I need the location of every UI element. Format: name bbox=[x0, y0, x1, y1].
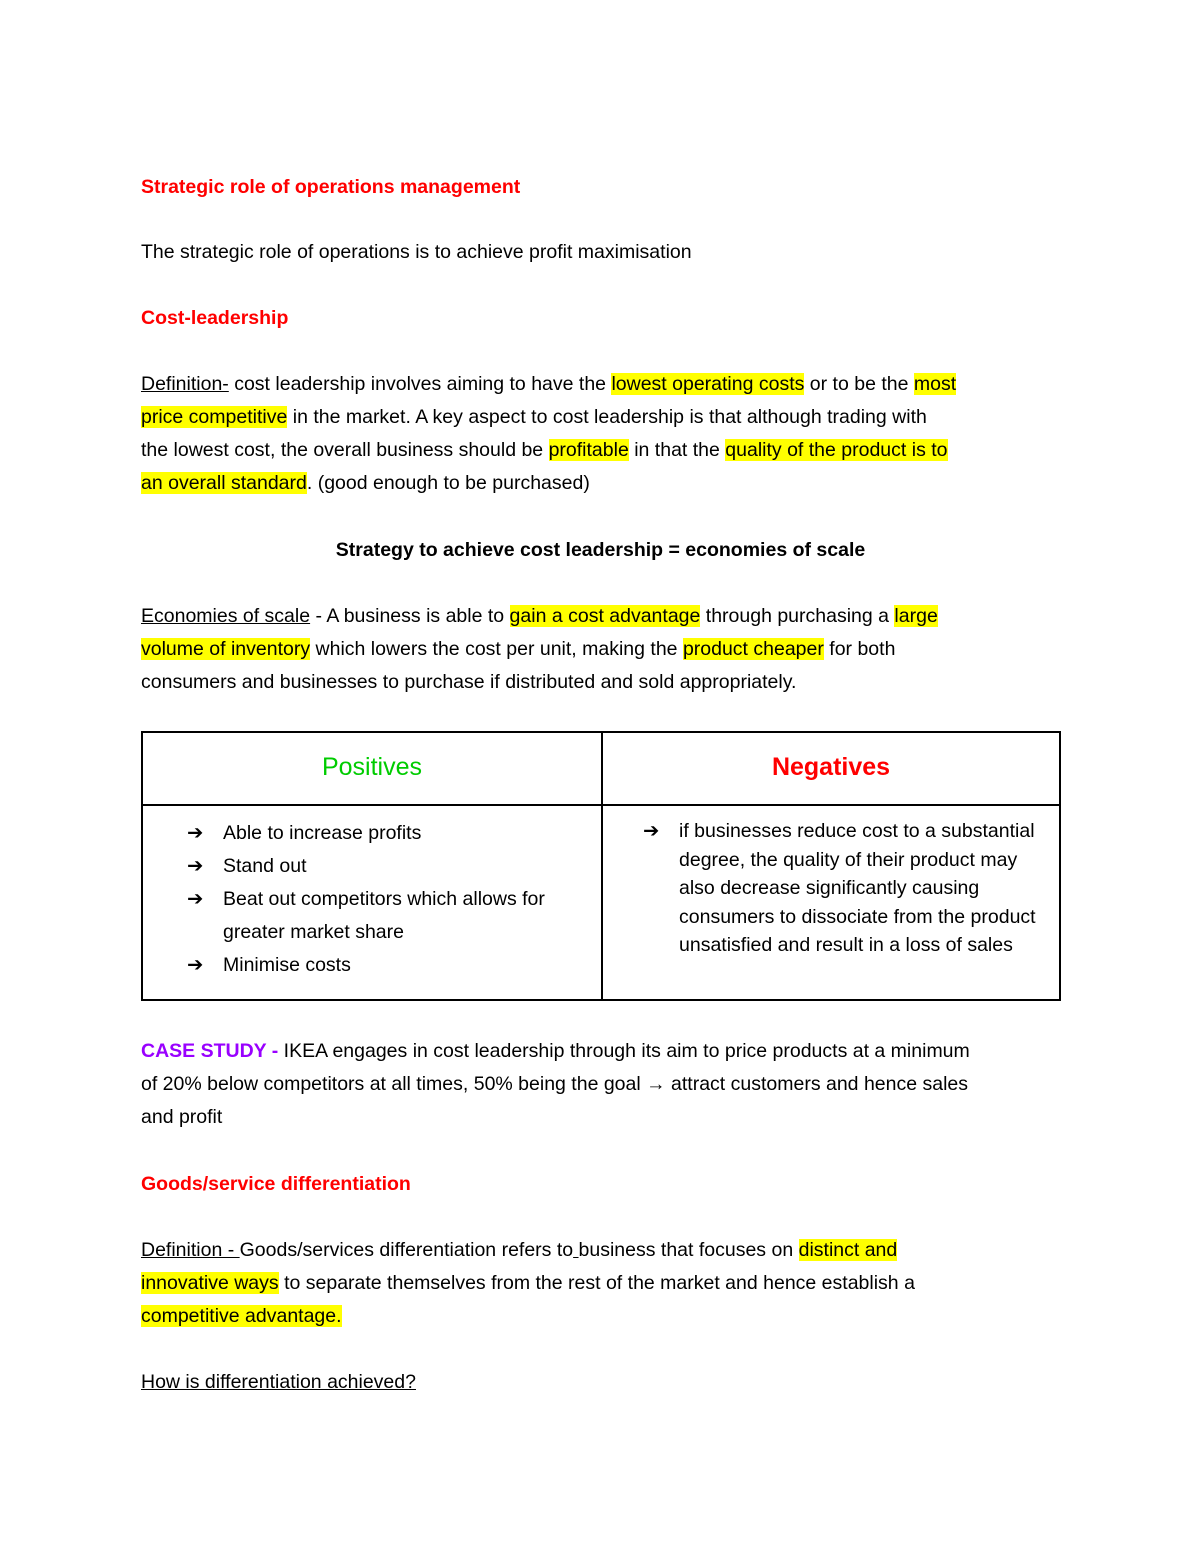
arrow-icon: ➔ bbox=[187, 855, 204, 877]
case-line-2: of 20% below competitors at all times, 50% being the goal → attract customers and hence sales bbox=[141, 1073, 969, 1095]
list-item bbox=[643, 817, 1053, 960]
list-item bbox=[187, 883, 597, 949]
eos-text: which lowers the cost per unit, making the bbox=[310, 638, 683, 660]
cost-leadership-definition bbox=[141, 368, 1071, 500]
highlight-distinct: distinct and bbox=[798, 1239, 898, 1261]
negatives-header: Negatives bbox=[771, 753, 891, 781]
intro-line: The strategic role of operations is to achieve profit maximisation bbox=[141, 241, 692, 263]
eos-line-3: consumers and businesses to purchase if distributed and sold appropriately. bbox=[141, 671, 797, 693]
highlight-volume-inventory: volume of inventory bbox=[141, 638, 311, 660]
eos-label: Economies of scale bbox=[141, 605, 311, 627]
definition-label: Definition- bbox=[141, 373, 229, 395]
negatives-list bbox=[643, 817, 1053, 960]
highlight-competitive-advantage: competitive advantage. bbox=[141, 1305, 342, 1327]
diff-text: to separate themselves from the rest of the market and hence establish a bbox=[278, 1272, 915, 1294]
diff-text: business that focuses on bbox=[578, 1239, 799, 1261]
def-line-4 bbox=[141, 467, 1071, 500]
diff-text: Goods/services differentiation refers to bbox=[239, 1239, 574, 1261]
negative-text: if businesses reduce cost to a substantial degree, the quality of their product may also decrease significantly causing consumers to dissociate from the product unsatisfied and result in a loss of sales bbox=[679, 820, 1036, 957]
heading-differentiation: Goods/service differentiation bbox=[141, 1173, 411, 1195]
case-text: IKEA engages in cost leadership through its aim to price products at a minimum bbox=[283, 1040, 970, 1062]
list-item bbox=[187, 817, 597, 850]
highlight-large: large bbox=[894, 605, 938, 627]
highlight-price-competitive: price competitive bbox=[141, 406, 288, 428]
case-line-1 bbox=[141, 1035, 1071, 1068]
highlight-quality: quality of the product is to bbox=[725, 439, 948, 461]
positive-text: Able to increase profits bbox=[223, 822, 422, 844]
diff-line-1 bbox=[141, 1234, 1071, 1267]
def-text: in that the bbox=[628, 439, 726, 461]
eos-line-1 bbox=[141, 600, 1071, 633]
positives-list bbox=[187, 817, 597, 982]
highlight-most: most bbox=[913, 373, 957, 395]
def-line-3 bbox=[141, 434, 1071, 467]
def-line-1 bbox=[141, 368, 1071, 401]
arrow-icon: ➔ bbox=[643, 820, 660, 842]
eos-line-2 bbox=[141, 633, 1071, 666]
list-item bbox=[187, 949, 597, 982]
case-study-label: CASE STUDY - bbox=[141, 1040, 284, 1062]
arrow-icon: ➔ bbox=[187, 822, 204, 844]
def-text: in the market. A key aspect to cost leadership is that although trading with bbox=[287, 406, 927, 428]
table-divider-horizontal bbox=[143, 804, 1059, 806]
positives-negatives-table bbox=[141, 731, 1061, 1001]
diff-line-3 bbox=[141, 1300, 1071, 1333]
highlight-lowest-costs: lowest operating costs bbox=[611, 373, 805, 395]
eos-text: through purchasing a bbox=[700, 605, 895, 627]
question-heading: How is differentiation achieved? bbox=[141, 1371, 416, 1393]
arrow-icon: ➔ bbox=[187, 888, 204, 910]
highlight-product-cheaper: product cheaper bbox=[682, 638, 824, 660]
highlight-cost-advantage: gain a cost advantage bbox=[509, 605, 701, 627]
highlight-overall-standard: an overall standard bbox=[141, 472, 307, 494]
diff-line-2 bbox=[141, 1267, 1071, 1300]
def-text: cost leadership involves aiming to have the bbox=[228, 373, 612, 395]
economies-of-scale-paragraph bbox=[141, 600, 1071, 699]
positives-header: Positives bbox=[321, 753, 423, 781]
positive-text: Beat out competitors which allows for greater market share bbox=[223, 888, 545, 943]
arrow-icon: ➔ bbox=[187, 954, 204, 976]
highlight-profitable: profitable bbox=[548, 439, 629, 461]
list-item bbox=[187, 850, 597, 883]
def-line-2 bbox=[141, 401, 1071, 434]
eos-text: - A business is able to bbox=[310, 605, 510, 627]
highlight-innovative-ways: innovative ways bbox=[141, 1272, 279, 1294]
heading-cost-leadership: Cost-leadership bbox=[141, 307, 289, 329]
eos-text: for both bbox=[823, 638, 896, 660]
strategy-heading: Strategy to achieve cost leadership = economies of scale bbox=[335, 539, 866, 561]
positive-text: Stand out bbox=[223, 855, 307, 877]
heading-strategic-role: Strategic role of operations management bbox=[141, 176, 521, 198]
positive-text: Minimise costs bbox=[223, 954, 351, 976]
definition-label: Definition - bbox=[141, 1239, 240, 1261]
differentiation-definition bbox=[141, 1234, 1071, 1333]
def-text: or to be the bbox=[804, 373, 914, 395]
case-study-paragraph bbox=[141, 1035, 1071, 1134]
def-text: the lowest cost, the overall business should be bbox=[141, 439, 549, 461]
case-line-3: and profit bbox=[141, 1106, 223, 1128]
def-text: . (good enough to be purchased) bbox=[306, 472, 590, 494]
